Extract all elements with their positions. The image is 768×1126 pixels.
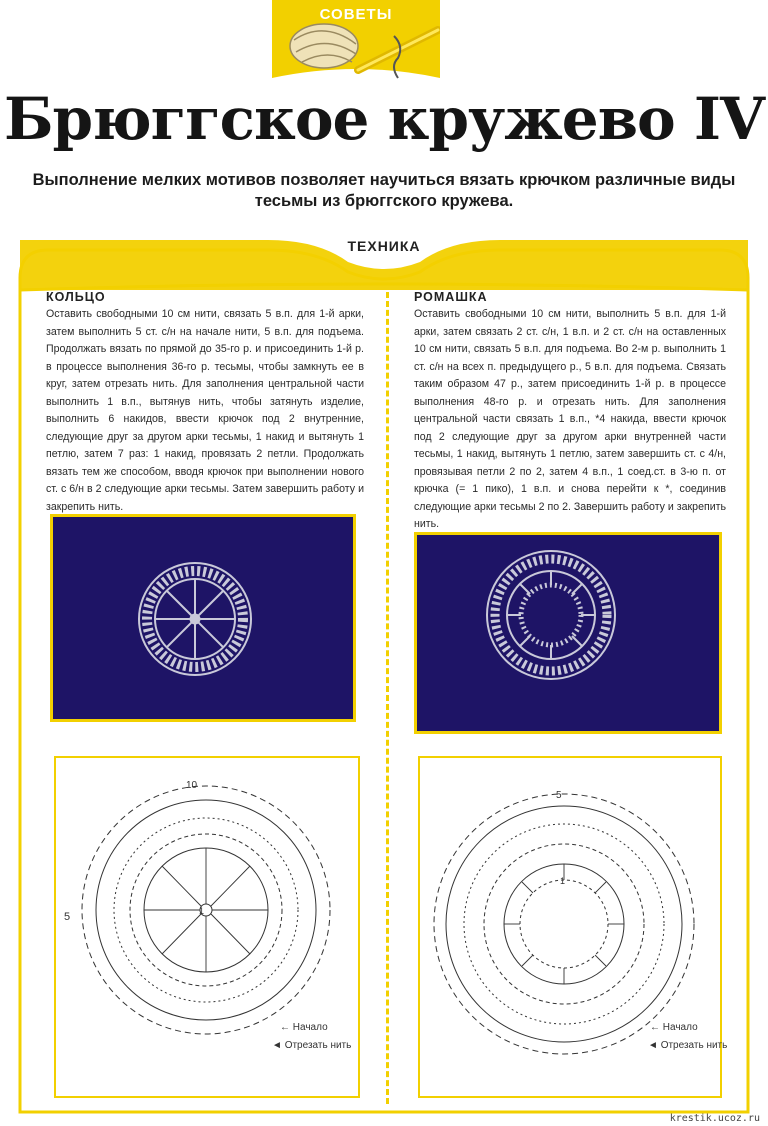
left-legend-start [280, 1022, 328, 1034]
banner-label: СОВЕТЫ [319, 6, 393, 23]
page-title: Брюггское кружево IV [4, 85, 764, 153]
left-legend-cut [272, 1040, 352, 1052]
arrow-left-icon: ← [280, 1022, 290, 1033]
right-instructions: Оставить свободными 10 см нити, выполнить 5 в.п. для 1-й арки, затем связать 2 ст. с/н, 1 в.п. и 2 ст. с/н на оставленных 10 см нити, связать 5 в.п. для подъема. Во 2-м р. выполнить 1 ст. с/н на всех п. предыдущего р., 5 в.п. для подъема. Связать таким образом 47 р., затем присоединить 1-й р. в процессе выполнения 48-го р. и отрезать нить. Для заполнения центральной части связать 1 в.п., *4 накида, ввести крючок под 2 следующие друг за другом арки внутренней части тесьмы, 1 накид, вытянуть 1 петлю, затем завершить ст. с 4/н, провязывая петли 2 по 2, затем 4 в.п., 1 соед.ст. в 3-ю п. от крючка (= 1 пико), 1 в.п. и снова перейти к *, соединив следующие арки тесьмы 2 по 2. Завершить работу и закрепить нить. [414, 308, 726, 530]
arrow-left-icon: ← [650, 1022, 660, 1033]
header-banner [272, 0, 440, 88]
right-photo [414, 532, 722, 734]
daisy-lace-image [417, 535, 719, 731]
legend-start-label: Начало [662, 1022, 698, 1033]
left-instructions: Оставить свободными 10 см нити, связать 5 в.п. для 1-й арки, затем выполнить 5 ст. с/н на начале нити, 5 в.п. для подъема. Продолжать вязать по прямой до 35-го р. и присоединить 1-й р. в процессе выполнения 36-го р. тесьмы, чтобы замкнуть ее в круг, затем отрезать нить. Для заполнения центральной части выполнить 1 в.п., вытянув нить, чтобы затянуть изделие, выполнить 6 накидов, ввести крючок под 2 внутренние, следующие друг за другом арки тесьмы, 1 накид и вытянуть 1 петлю, затем 7 раз: 1 накид, провязать 2 петли. Продолжать вязать тем же способом, вводя крючок при выполнении нового ст. с 6/н в 2 следующие арки тесьмы. Затем завершить работу и закрепить нить. [46, 308, 364, 513]
row-number-1: 1 [560, 876, 566, 886]
column-divider [386, 292, 389, 1104]
right-legend-cut [648, 1040, 728, 1052]
ring-lace-image [53, 517, 353, 719]
row-number-10: 10 [186, 780, 198, 791]
row-number-1: 1 [199, 906, 205, 916]
legend-start-label: Начало [292, 1022, 328, 1033]
legend-cut-label: Отрезать нить [660, 1040, 728, 1051]
left-photo [50, 514, 356, 722]
legend-cut-label: Отрезать нить [284, 1040, 352, 1051]
page-subtitle: Выполнение мелких мотивов позволяет научиться вязать крючком различные виды тесьмы из брюггского кружева. [32, 171, 736, 210]
right-legend-start [650, 1022, 698, 1034]
right-heading: РОМАШКА [414, 290, 488, 304]
section-label: ТЕХНИКА [347, 238, 421, 254]
watermark: krestik.ucoz.ru [669, 1113, 760, 1124]
row-number-5: 5 [556, 790, 562, 801]
arrow-filled-icon: ◄ [272, 1040, 282, 1051]
row-number-5: 5 [64, 911, 71, 923]
left-heading: КОЛЬЦО [46, 290, 106, 304]
arrow-filled-icon: ◄ [648, 1040, 658, 1051]
